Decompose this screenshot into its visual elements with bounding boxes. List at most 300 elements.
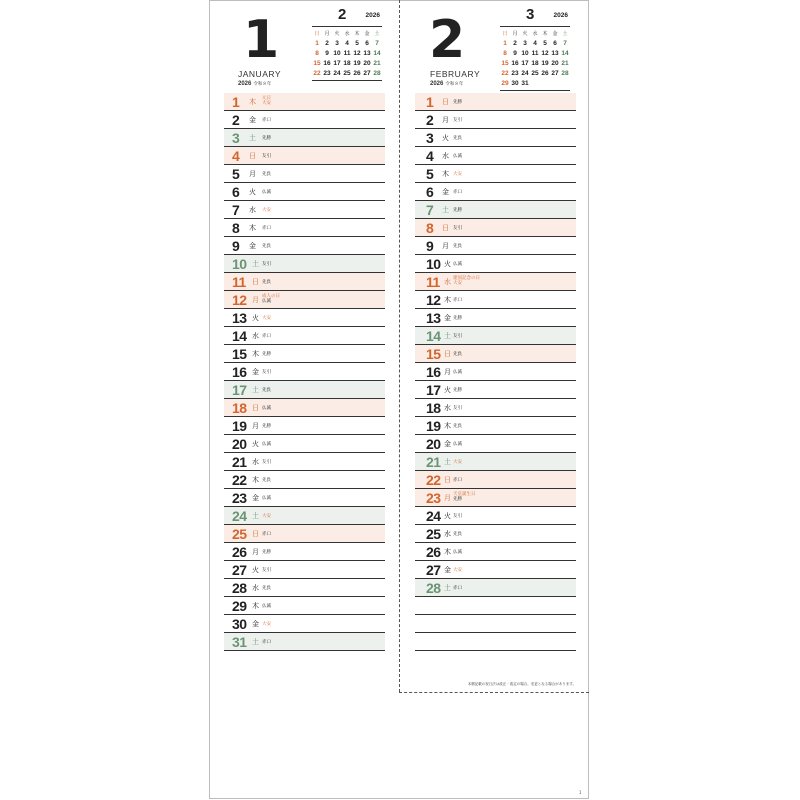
day-row [224, 507, 385, 525]
day-weekday: 土 [444, 332, 451, 340]
day-annotation [262, 460, 271, 465]
day-weekday: 水 [444, 278, 451, 286]
day-annotation [262, 604, 271, 609]
rokuyo-label: 先負 [262, 280, 271, 285]
mini-day: 1 [503, 40, 507, 47]
day-annotation [453, 244, 462, 249]
mini-day: 4 [345, 40, 349, 47]
day-row [415, 453, 576, 471]
day-weekday: 日 [252, 278, 259, 286]
day-row [224, 579, 385, 597]
day-number: 1 [232, 94, 240, 110]
day-row [415, 489, 576, 507]
mini-day: 28 [561, 70, 569, 77]
day-annotation [262, 208, 271, 213]
day-number: 27 [232, 562, 247, 578]
day-weekday: 日 [249, 152, 256, 160]
rokuyo-label: 友引 [262, 460, 271, 465]
day-number: 3 [426, 130, 434, 146]
day-row [415, 165, 576, 183]
day-weekday: 土 [444, 458, 451, 466]
rokuyo-label: 友引 [453, 406, 462, 411]
mini-day: 10 [521, 50, 529, 57]
mini-day [550, 79, 560, 89]
day-annotation [453, 442, 462, 447]
day-weekday: 水 [252, 458, 259, 466]
day-weekday: 金 [249, 116, 256, 124]
day-weekday: 金 [442, 188, 449, 196]
day-number: 24 [426, 508, 441, 524]
day-number: 8 [232, 220, 240, 236]
mini-weekday: 土 [374, 31, 380, 37]
mini-weekday: 日 [314, 31, 320, 37]
mini-day: 7 [563, 40, 567, 47]
month-year [238, 81, 271, 87]
day-number: 23 [232, 490, 247, 506]
mini-weekday: 金 [364, 31, 370, 37]
day-weekday: 日 [442, 224, 449, 232]
day-number: 14 [232, 328, 247, 344]
day-row [415, 615, 576, 633]
day-number: 21 [426, 454, 441, 470]
mini-calendar-rule [500, 90, 570, 91]
rokuyo-label: 先勝 [262, 424, 271, 429]
mini-day: 31 [521, 80, 529, 87]
day-row [415, 147, 576, 165]
rokuyo-label: 大安 [453, 460, 462, 465]
day-weekday: 火 [252, 314, 259, 322]
rokuyo-label: 赤口 [262, 334, 271, 339]
day-row [415, 471, 576, 489]
day-weekday: 日 [252, 530, 259, 538]
day-row [224, 291, 385, 309]
mini-day: 8 [503, 50, 507, 57]
mini-day: 24 [333, 70, 341, 77]
day-annotation [262, 550, 271, 555]
day-row [224, 543, 385, 561]
mini-day: 2 [325, 40, 329, 47]
rokuyo-label: 友引 [453, 334, 462, 339]
day-annotation [262, 370, 271, 375]
mini-day: 22 [501, 70, 509, 77]
day-annotation [262, 96, 271, 106]
day-weekday: 土 [252, 638, 259, 646]
rokuyo-label: 友引 [262, 262, 271, 267]
day-row [224, 525, 385, 543]
rokuyo-label: 先負 [453, 244, 462, 249]
day-weekday: 月 [252, 548, 259, 556]
day-weekday: 月 [252, 296, 259, 304]
day-row [224, 201, 385, 219]
day-number: 24 [232, 508, 247, 524]
day-annotation [262, 118, 271, 123]
day-annotation [262, 154, 271, 159]
day-weekday: 水 [444, 530, 451, 538]
day-number: 15 [426, 346, 441, 362]
day-number: 7 [232, 202, 240, 218]
day-weekday: 金 [249, 242, 256, 250]
day-annotation [262, 496, 271, 501]
day-annotation [453, 334, 462, 339]
day-weekday: 金 [444, 314, 451, 322]
mini-day: 21 [373, 60, 381, 67]
day-weekday: 水 [249, 206, 256, 214]
day-number: 31 [232, 634, 247, 650]
rokuyo-label: 先勝 [262, 136, 271, 141]
rokuyo-label: 先勝 [262, 352, 271, 357]
day-number: 26 [232, 544, 247, 560]
rokuyo-label: 仏滅 [453, 550, 462, 555]
mini-day: 23 [323, 70, 331, 77]
day-number: 7 [426, 202, 434, 218]
rokuyo-label: 先勝 [453, 100, 462, 105]
year-value: 2026 [238, 81, 252, 87]
day-number: 17 [232, 382, 247, 398]
day-row [415, 291, 576, 309]
rokuyo-label: 友引 [453, 514, 462, 519]
day-row [415, 273, 576, 291]
day-weekday: 木 [444, 422, 451, 430]
day-weekday: 金 [444, 440, 451, 448]
day-weekday: 木 [252, 350, 259, 358]
mini-day [560, 79, 570, 89]
rokuyo-label: 先負 [262, 586, 271, 591]
day-weekday: 月 [444, 494, 451, 502]
rokuyo-label: 大安 [453, 172, 462, 177]
day-number: 13 [232, 310, 247, 326]
rokuyo-label: 仏滅 [262, 604, 271, 609]
day-row [415, 579, 576, 597]
day-row [415, 129, 576, 147]
day-weekday: 土 [249, 134, 256, 142]
day-row [224, 399, 385, 417]
day-number: 13 [426, 310, 441, 326]
day-annotation [262, 190, 271, 195]
day-row [224, 255, 385, 273]
day-number: 2 [426, 112, 434, 128]
day-weekday: 木 [249, 224, 256, 232]
mini-weekday: 木 [542, 31, 548, 37]
day-annotation [262, 568, 271, 573]
day-row [415, 399, 576, 417]
rokuyo-label: 先負 [453, 352, 462, 357]
mini-day: 17 [333, 60, 341, 67]
rokuyo-label: 先勝 [453, 208, 462, 213]
mini-day: 29 [501, 80, 509, 87]
rokuyo-label: 大安 [262, 208, 271, 213]
day-annotation [262, 640, 271, 645]
day-number: 17 [426, 382, 441, 398]
day-number: 4 [426, 148, 434, 164]
rokuyo-label: 赤口 [453, 586, 462, 591]
mini-day: 19 [353, 60, 361, 67]
mini-day: 25 [531, 70, 539, 77]
rokuyo-label: 仏滅 [453, 370, 462, 375]
day-annotation [262, 294, 280, 304]
day-row [415, 93, 576, 111]
rokuyo-label: 大安 [453, 281, 462, 286]
day-row [415, 345, 576, 363]
page-number: 1 [579, 790, 582, 795]
era-label: 令和８年 [445, 81, 464, 86]
day-annotation [262, 316, 271, 321]
rokuyo-label: 先勝 [453, 497, 462, 502]
rokuyo-label: 先負 [453, 424, 462, 429]
mini-day: 19 [541, 60, 549, 67]
day-annotation [453, 550, 462, 555]
rokuyo-label: 大安 [262, 514, 271, 519]
day-weekday: 木 [444, 548, 451, 556]
day-number: 15 [232, 346, 247, 362]
day-weekday: 火 [442, 134, 449, 142]
day-row [224, 597, 385, 615]
mini-day: 3 [523, 40, 527, 47]
mini-calendar [312, 6, 382, 81]
day-annotation [262, 424, 271, 429]
day-annotation [453, 298, 462, 303]
day-row [224, 111, 385, 129]
day-number: 1 [426, 94, 434, 110]
mini-weekday: 火 [334, 31, 340, 37]
day-weekday: 日 [444, 350, 451, 358]
day-row [224, 381, 385, 399]
day-row [415, 633, 576, 651]
day-weekday: 火 [444, 386, 451, 394]
day-annotation [262, 334, 271, 339]
day-number: 8 [426, 220, 434, 236]
day-annotation [262, 388, 271, 393]
era-label: 令和８年 [253, 81, 272, 86]
mini-calendar-header [312, 6, 382, 27]
day-annotation [453, 118, 462, 123]
day-row [415, 543, 576, 561]
day-weekday: 土 [252, 260, 259, 268]
month-year [430, 81, 463, 87]
mini-weekday: 火 [522, 31, 528, 37]
day-row [415, 237, 576, 255]
mini-day: 26 [353, 70, 361, 77]
day-list [415, 93, 576, 651]
day-weekday: 金 [252, 368, 259, 376]
rokuyo-label: 仏滅 [262, 190, 271, 195]
mini-day: 15 [501, 60, 509, 67]
day-number: 4 [232, 148, 240, 164]
day-weekday: 水 [442, 152, 449, 160]
day-row [415, 435, 576, 453]
rokuyo-label: 仏滅 [453, 442, 462, 447]
day-number: 6 [232, 184, 240, 200]
day-annotation [262, 532, 271, 537]
rokuyo-label: 友引 [262, 370, 271, 375]
day-number: 6 [426, 184, 434, 200]
mini-day: 5 [543, 40, 547, 47]
day-number: 25 [232, 526, 247, 542]
day-row [224, 561, 385, 579]
rokuyo-label: 仏滅 [453, 154, 462, 159]
day-row [415, 111, 576, 129]
day-annotation [453, 190, 462, 195]
mini-day: 20 [551, 60, 559, 67]
mini-weekday: 水 [532, 31, 538, 37]
day-number: 2 [232, 112, 240, 128]
mini-weekday: 水 [344, 31, 350, 37]
rokuyo-label: 先負 [262, 244, 271, 249]
month-number: 1 [243, 10, 280, 70]
day-annotation [453, 154, 462, 159]
day-row [224, 453, 385, 471]
day-number: 14 [426, 328, 441, 344]
mini-day: 13 [363, 50, 371, 57]
day-weekday: 木 [252, 476, 259, 484]
day-weekday: 日 [444, 476, 451, 484]
day-annotation [262, 262, 271, 267]
rokuyo-label: 友引 [262, 154, 271, 159]
day-row [224, 237, 385, 255]
day-weekday: 火 [444, 260, 451, 268]
day-number: 26 [426, 544, 441, 560]
day-annotation [262, 136, 271, 141]
day-weekday: 月 [444, 368, 451, 376]
month-name: JANUARY [238, 69, 282, 79]
day-weekday: 金 [444, 566, 451, 574]
day-row [224, 147, 385, 165]
mini-calendar [500, 6, 570, 91]
day-weekday: 木 [249, 98, 256, 106]
day-weekday: 土 [252, 386, 259, 394]
mini-day: 8 [315, 50, 319, 57]
mini-year: 2026 [365, 12, 380, 19]
day-row [224, 435, 385, 453]
cut-line-horizontal [399, 692, 589, 693]
day-weekday: 金 [252, 620, 259, 628]
mini-year: 2026 [553, 12, 568, 19]
day-annotation [453, 406, 462, 411]
day-row [415, 525, 576, 543]
day-annotation [262, 244, 271, 249]
day-annotation [453, 492, 476, 502]
day-number: 20 [232, 436, 247, 452]
day-weekday: 土 [252, 512, 259, 520]
day-row [224, 471, 385, 489]
day-annotation [453, 316, 462, 321]
day-number: 19 [232, 418, 247, 434]
mini-month-number: 2 [338, 6, 347, 23]
day-row [224, 93, 385, 111]
rokuyo-label: 先負 [453, 136, 462, 141]
mini-day: 13 [551, 50, 559, 57]
mini-day: 1 [315, 40, 319, 47]
day-row [224, 273, 385, 291]
day-annotation [453, 100, 462, 105]
mini-calendar-grid [500, 29, 570, 89]
day-number: 19 [426, 418, 441, 434]
day-row [224, 363, 385, 381]
day-weekday: 水 [444, 404, 451, 412]
day-row [415, 309, 576, 327]
day-weekday: 月 [442, 116, 449, 124]
mini-day: 18 [343, 60, 351, 67]
mini-day: 12 [353, 50, 361, 57]
rokuyo-label: 友引 [262, 568, 271, 573]
holiday-name: 成人の日 [262, 294, 280, 299]
day-row [415, 417, 576, 435]
mini-day: 16 [323, 60, 331, 67]
mini-day: 26 [541, 70, 549, 77]
rokuyo-label: 先負 [453, 532, 462, 537]
day-row [224, 219, 385, 237]
rokuyo-label: 先勝 [262, 550, 271, 555]
day-row [224, 327, 385, 345]
day-annotation [453, 136, 462, 141]
day-number: 21 [232, 454, 247, 470]
mini-day: 24 [521, 70, 529, 77]
mini-day: 25 [343, 70, 351, 77]
day-weekday: 土 [442, 206, 449, 214]
day-row [224, 633, 385, 651]
day-weekday: 月 [252, 422, 259, 430]
mini-weekday: 月 [512, 31, 518, 37]
day-annotation [453, 226, 462, 231]
day-row [415, 327, 576, 345]
day-number: 12 [232, 292, 247, 308]
day-annotation [453, 276, 480, 286]
mini-day: 3 [335, 40, 339, 47]
day-annotation [453, 460, 462, 465]
mini-day: 23 [511, 70, 519, 77]
day-weekday: 木 [444, 296, 451, 304]
day-weekday: 火 [249, 188, 256, 196]
day-row [224, 165, 385, 183]
rokuyo-label: 赤口 [453, 478, 462, 483]
day-row [224, 183, 385, 201]
day-weekday: 木 [442, 170, 449, 178]
mini-day: 6 [553, 40, 557, 47]
mini-calendar-rule [312, 80, 382, 81]
day-row [415, 219, 576, 237]
day-weekday: 火 [444, 512, 451, 520]
day-weekday: 火 [252, 566, 259, 574]
day-number: 16 [232, 364, 247, 380]
day-weekday: 木 [252, 602, 259, 610]
day-number: 9 [232, 238, 240, 254]
rokuyo-label: 大安 [453, 568, 462, 573]
rokuyo-label: 赤口 [262, 118, 271, 123]
mini-weekday: 金 [552, 31, 558, 37]
day-number: 5 [232, 166, 240, 182]
mini-day: 4 [533, 40, 537, 47]
rokuyo-label: 赤口 [453, 298, 462, 303]
day-number: 22 [232, 472, 247, 488]
mini-weekday: 日 [502, 31, 508, 37]
day-row [224, 417, 385, 435]
day-number: 28 [232, 580, 247, 596]
day-row [415, 597, 576, 615]
day-number: 10 [232, 256, 247, 272]
rokuyo-label: 赤口 [262, 640, 271, 645]
day-weekday: 水 [252, 584, 259, 592]
month-name: FEBRUARY [430, 69, 481, 79]
day-annotation [453, 388, 462, 393]
rokuyo-label: 先勝 [453, 388, 462, 393]
day-row [415, 255, 576, 273]
rokuyo-label: 赤口 [453, 190, 462, 195]
mini-month-number: 3 [526, 6, 535, 23]
day-number: 18 [426, 400, 441, 416]
mini-day: 18 [531, 60, 539, 67]
day-annotation [453, 568, 462, 573]
mini-day: 7 [375, 40, 379, 47]
day-number: 30 [232, 616, 247, 632]
